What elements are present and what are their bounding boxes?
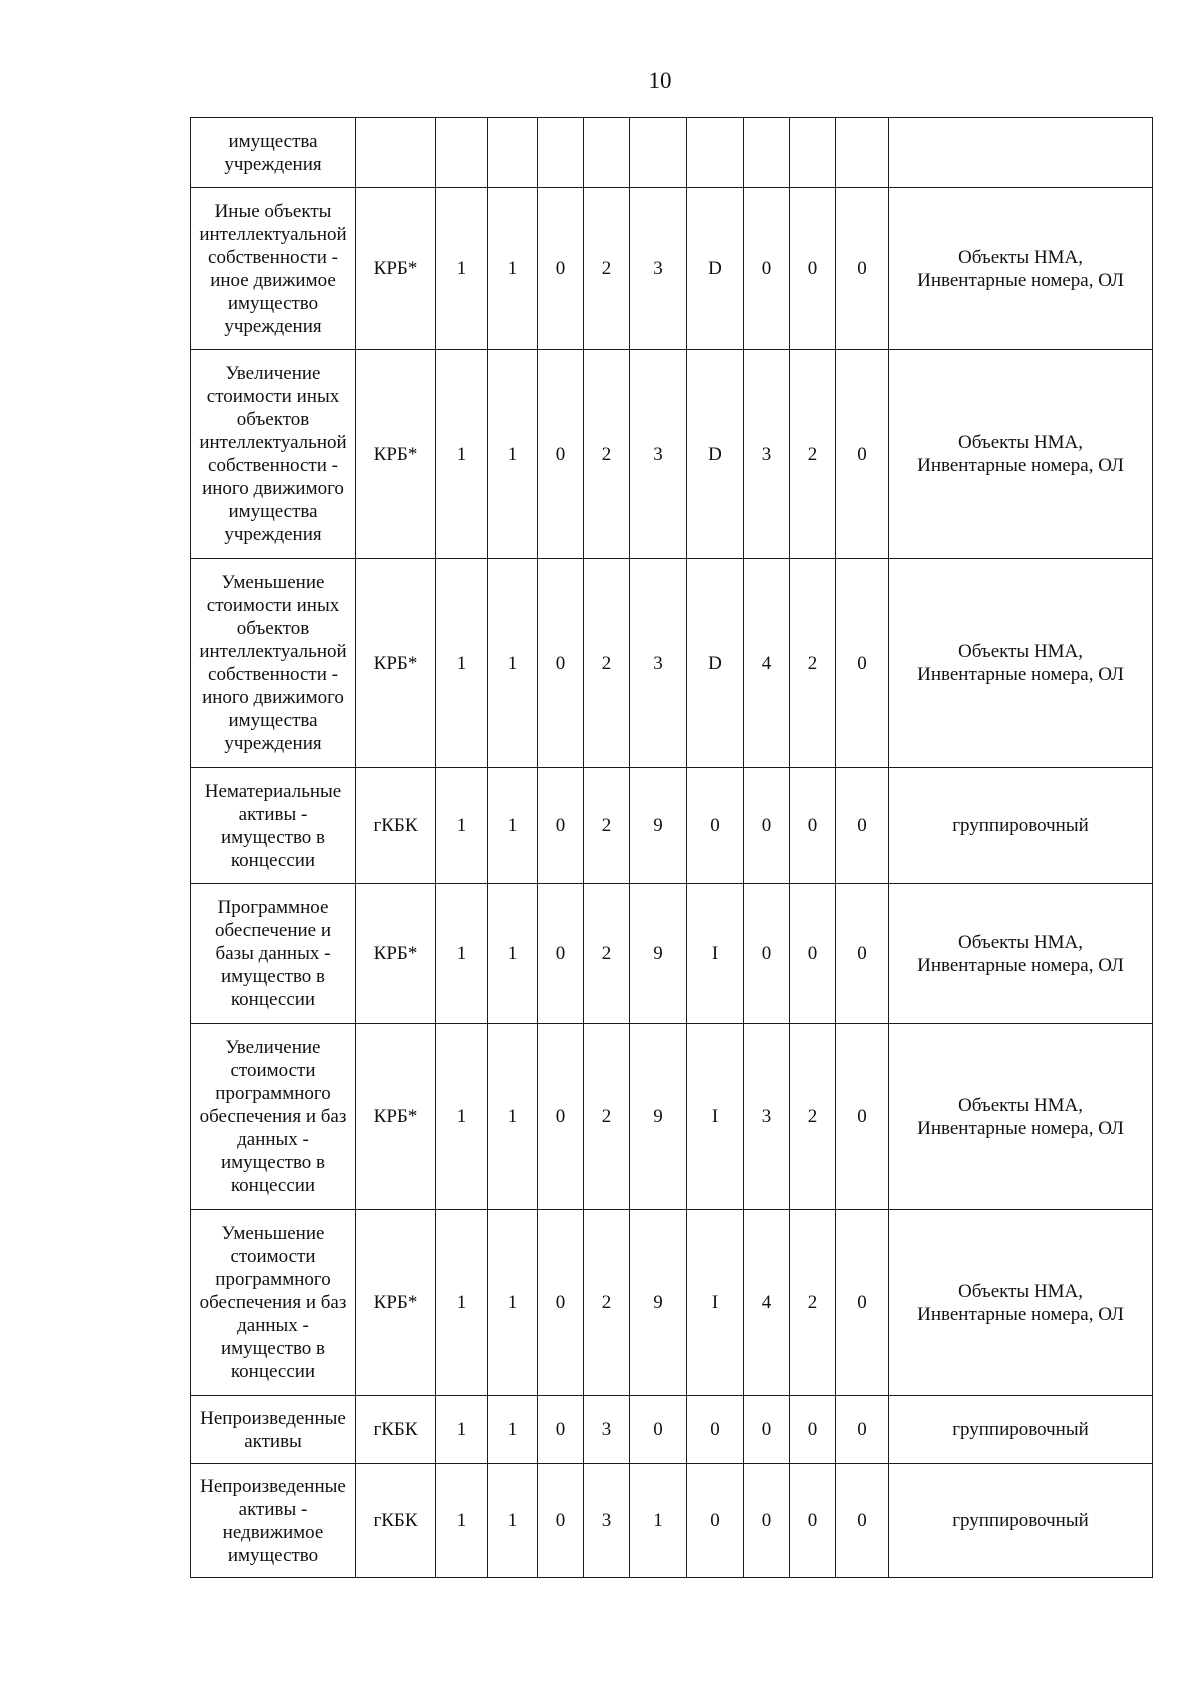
row-name-line: интеллектуальной bbox=[199, 223, 347, 245]
row-code-cell: 4 bbox=[744, 559, 790, 768]
row-code-cell: 2 bbox=[584, 1024, 630, 1210]
row-code-cell: 9 bbox=[630, 768, 687, 884]
row-code-cell: 2 bbox=[790, 1210, 836, 1396]
row-code-cell: 0 bbox=[836, 1396, 889, 1464]
row-code-cell: 0 bbox=[538, 1024, 584, 1210]
row-name-line: имущества bbox=[228, 501, 318, 522]
row-code-cell: 3 bbox=[584, 1396, 630, 1464]
row-code-cell: 0 bbox=[630, 1396, 687, 1464]
row-code-cell: 0 bbox=[744, 188, 790, 350]
row-name-cell bbox=[191, 559, 356, 768]
row-type-cell: КРБ* bbox=[356, 1024, 436, 1210]
row-code-cell: 3 bbox=[630, 559, 687, 768]
row-type-cell: КРБ* bbox=[356, 884, 436, 1024]
row-note-cell bbox=[889, 1396, 1153, 1464]
row-code-cell: I bbox=[687, 884, 744, 1024]
row-code-cell: 9 bbox=[630, 1024, 687, 1210]
row-code-cell: 0 bbox=[790, 1464, 836, 1578]
row-name-line: данных - bbox=[237, 1129, 309, 1150]
row-code-cell bbox=[836, 118, 889, 188]
row-name-cell bbox=[191, 118, 356, 188]
row-code-cell: I bbox=[687, 1024, 744, 1210]
row-code-cell: 0 bbox=[687, 1464, 744, 1578]
row-type-cell: КРБ* bbox=[356, 1210, 436, 1396]
row-code-cell: 0 bbox=[687, 768, 744, 884]
row-name-line: интеллектуальной bbox=[199, 641, 347, 662]
row-code-cell: 0 bbox=[538, 188, 584, 350]
row-code-cell: 2 bbox=[584, 559, 630, 768]
table-row bbox=[191, 350, 1153, 559]
row-code-cell: 0 bbox=[538, 1396, 584, 1464]
row-name-cell bbox=[191, 1464, 356, 1578]
row-name-line: интеллектуальной bbox=[199, 432, 347, 453]
row-note-line: Инвентарные номера, ОЛ bbox=[917, 1303, 1124, 1325]
row-note-line: Объекты НМА, bbox=[957, 246, 1084, 268]
row-code-cell: 1 bbox=[488, 559, 538, 768]
row-code-cell: 0 bbox=[538, 768, 584, 884]
row-code-cell: I bbox=[687, 1210, 744, 1396]
table-row bbox=[191, 1464, 1153, 1578]
row-name-line: данных - bbox=[237, 1315, 309, 1336]
row-code-cell: 1 bbox=[436, 768, 488, 884]
row-name-cell bbox=[191, 884, 356, 1024]
row-code-cell: 1 bbox=[488, 350, 538, 559]
row-name-cell bbox=[191, 188, 356, 350]
row-code-cell: 1 bbox=[488, 884, 538, 1024]
row-name-line: учреждения bbox=[224, 524, 322, 545]
row-name-line: Уменьшение bbox=[221, 572, 325, 593]
row-code-cell: 1 bbox=[488, 1210, 538, 1396]
row-code-cell: 1 bbox=[488, 1464, 538, 1578]
row-note-cell bbox=[889, 884, 1153, 1024]
row-code-cell: 0 bbox=[790, 188, 836, 350]
row-name-line: программного bbox=[215, 1269, 331, 1290]
row-code-cell: 3 bbox=[744, 350, 790, 559]
row-code-cell bbox=[584, 118, 630, 188]
row-name-cell bbox=[191, 1396, 356, 1464]
table-row bbox=[191, 188, 1153, 350]
row-name-line: обеспечения и баз bbox=[199, 1292, 347, 1313]
row-code-cell: 2 bbox=[584, 350, 630, 559]
row-code-cell: D bbox=[687, 559, 744, 768]
row-name-line: имущество bbox=[227, 1544, 319, 1566]
row-name-line: собственности - bbox=[208, 455, 338, 476]
row-name-line: собственности - bbox=[208, 246, 338, 268]
row-code-cell: 0 bbox=[538, 1210, 584, 1396]
row-code-cell: 0 bbox=[744, 1464, 790, 1578]
row-name-cell bbox=[191, 1024, 356, 1210]
row-name-line: Иные объекты bbox=[214, 200, 332, 222]
row-name-line: активы - bbox=[238, 803, 308, 825]
row-code-cell: 0 bbox=[744, 884, 790, 1024]
row-name-line: программного bbox=[215, 1083, 331, 1104]
row-type-cell: гКБК bbox=[356, 1396, 436, 1464]
row-note-line: Инвентарные номера, ОЛ bbox=[917, 954, 1124, 976]
table-row bbox=[191, 118, 1153, 188]
row-code-cell: 9 bbox=[630, 884, 687, 1024]
row-note-cell bbox=[889, 1024, 1153, 1210]
row-name-line: имущество в bbox=[220, 826, 326, 848]
row-name-line: учреждения bbox=[224, 733, 322, 754]
row-type-cell: КРБ* bbox=[356, 188, 436, 350]
row-name-line: иного движимого bbox=[202, 687, 344, 708]
row-name-line: обеспечения и баз bbox=[199, 1106, 347, 1127]
row-name-cell bbox=[191, 768, 356, 884]
row-code-cell: 1 bbox=[488, 1024, 538, 1210]
row-name-line: собственности - bbox=[208, 664, 338, 685]
row-name-line: имущество bbox=[227, 292, 319, 314]
row-name-line: учреждения bbox=[224, 153, 322, 175]
row-code-cell: 1 bbox=[630, 1464, 687, 1578]
row-note-line: Объекты НМА, bbox=[957, 1094, 1084, 1116]
row-code-cell: 0 bbox=[744, 768, 790, 884]
row-code-cell: 0 bbox=[836, 559, 889, 768]
table-row bbox=[191, 884, 1153, 1024]
row-note-cell bbox=[889, 188, 1153, 350]
row-code-cell: 2 bbox=[584, 768, 630, 884]
row-code-cell: 1 bbox=[488, 1396, 538, 1464]
row-code-cell bbox=[687, 118, 744, 188]
row-code-cell: 2 bbox=[584, 1210, 630, 1396]
row-type-cell bbox=[356, 118, 436, 188]
row-code-cell: 0 bbox=[538, 559, 584, 768]
row-code-cell: 1 bbox=[436, 559, 488, 768]
row-name-line: иное движимое bbox=[210, 269, 336, 291]
row-name-line: имущество в bbox=[220, 966, 326, 987]
row-note-cell bbox=[889, 559, 1153, 768]
row-code-cell: 2 bbox=[790, 350, 836, 559]
row-code-cell bbox=[436, 118, 488, 188]
row-name-line: базы данных - bbox=[215, 943, 331, 964]
table-body bbox=[191, 118, 1153, 1578]
row-name-line: недвижимое bbox=[222, 1521, 324, 1543]
row-name-line: стоимости иных bbox=[206, 386, 340, 407]
table-row bbox=[191, 1024, 1153, 1210]
table-row bbox=[191, 768, 1153, 884]
row-code-cell: D bbox=[687, 350, 744, 559]
row-code-cell: 1 bbox=[436, 1210, 488, 1396]
row-note-cell bbox=[889, 118, 1153, 188]
row-note-line: группировочный bbox=[952, 1510, 1089, 1531]
row-type-cell: КРБ* bbox=[356, 350, 436, 559]
row-name-line: концессии bbox=[230, 989, 316, 1010]
row-code-cell: 0 bbox=[538, 350, 584, 559]
row-name-line: Нематериальные bbox=[204, 780, 342, 802]
row-code-cell: 3 bbox=[630, 350, 687, 559]
row-code-cell: 0 bbox=[836, 768, 889, 884]
row-name-line: активы - bbox=[238, 1498, 308, 1520]
table-row bbox=[191, 1210, 1153, 1396]
row-name-line: учреждения bbox=[224, 315, 322, 337]
row-note-cell bbox=[889, 1210, 1153, 1396]
row-name-line: стоимости bbox=[230, 1246, 316, 1267]
row-code-cell: 0 bbox=[790, 768, 836, 884]
row-code-cell: 0 bbox=[538, 1464, 584, 1578]
row-code-cell: 1 bbox=[488, 188, 538, 350]
row-code-cell: 0 bbox=[538, 884, 584, 1024]
row-name-line: стоимости иных bbox=[206, 595, 340, 616]
row-code-cell: 1 bbox=[436, 350, 488, 559]
row-note-line: Объекты НМА, bbox=[957, 432, 1084, 453]
row-code-cell: 1 bbox=[436, 188, 488, 350]
row-code-cell bbox=[744, 118, 790, 188]
row-code-cell: 1 bbox=[436, 1464, 488, 1578]
row-code-cell: 0 bbox=[836, 1210, 889, 1396]
row-name-line: объектов bbox=[236, 409, 310, 430]
row-code-cell: 0 bbox=[790, 1396, 836, 1464]
row-name-line: Уменьшение bbox=[221, 1223, 325, 1244]
row-name-line: Увеличение bbox=[225, 363, 321, 384]
row-note-line: Объекты НМА, bbox=[957, 641, 1084, 662]
page-number: 10 bbox=[648, 68, 672, 93]
row-name-cell bbox=[191, 1210, 356, 1396]
row-code-cell: 3 bbox=[630, 188, 687, 350]
row-name-line: концессии bbox=[230, 849, 316, 871]
row-name-line: стоимости bbox=[230, 1060, 316, 1081]
row-name-line: Непроизведенные bbox=[200, 1407, 346, 1429]
row-code-cell bbox=[790, 118, 836, 188]
row-note-line: Инвентарные номера, ОЛ bbox=[917, 269, 1124, 291]
row-note-line: Объекты НМА, bbox=[957, 931, 1084, 953]
row-code-cell: 2 bbox=[790, 1024, 836, 1210]
row-code-cell: 0 bbox=[836, 188, 889, 350]
row-code-cell: 2 bbox=[584, 188, 630, 350]
row-code-cell: 0 bbox=[744, 1396, 790, 1464]
row-code-cell: 3 bbox=[744, 1024, 790, 1210]
row-name-line: имущества bbox=[228, 130, 318, 152]
row-name-line: концессии bbox=[230, 1175, 316, 1196]
row-note-line: Инвентарные номера, ОЛ bbox=[917, 455, 1124, 476]
row-code-cell: 0 bbox=[836, 884, 889, 1024]
row-code-cell: 3 bbox=[584, 1464, 630, 1578]
row-code-cell: 9 bbox=[630, 1210, 687, 1396]
row-code-cell: 2 bbox=[584, 884, 630, 1024]
row-note-line: группировочный bbox=[952, 815, 1089, 836]
row-note-cell bbox=[889, 768, 1153, 884]
row-code-cell bbox=[538, 118, 584, 188]
row-name-line: иного движимого bbox=[202, 478, 344, 499]
row-code-cell: 2 bbox=[790, 559, 836, 768]
row-code-cell: 0 bbox=[687, 1396, 744, 1464]
row-note-cell bbox=[889, 1464, 1153, 1578]
row-name-cell bbox=[191, 350, 356, 559]
row-name-line: имущество в bbox=[220, 1338, 326, 1359]
row-name-line: концессии bbox=[230, 1361, 316, 1382]
row-code-cell: 0 bbox=[836, 350, 889, 559]
row-code-cell: 0 bbox=[836, 1464, 889, 1578]
row-name-line: имущество в bbox=[220, 1152, 326, 1173]
row-name-line: имущества bbox=[228, 710, 318, 731]
row-code-cell: D bbox=[687, 188, 744, 350]
row-code-cell bbox=[630, 118, 687, 188]
row-note-line: Инвентарные номера, ОЛ bbox=[917, 1117, 1124, 1139]
row-note-line: Объекты НМА, bbox=[957, 1280, 1084, 1302]
row-code-cell: 0 bbox=[836, 1024, 889, 1210]
table-row bbox=[191, 559, 1153, 768]
table-row bbox=[191, 1396, 1153, 1464]
row-note-line: Инвентарные номера, ОЛ bbox=[917, 664, 1124, 685]
row-code-cell: 1 bbox=[436, 1396, 488, 1464]
row-note-line: группировочный bbox=[952, 1419, 1089, 1440]
row-code-cell: 1 bbox=[436, 1024, 488, 1210]
row-code-cell: 1 bbox=[488, 768, 538, 884]
account-codes-table bbox=[190, 117, 1153, 1578]
row-name-line: Непроизведенные bbox=[200, 1475, 346, 1497]
row-code-cell: 1 bbox=[436, 884, 488, 1024]
row-name-line: объектов bbox=[236, 618, 310, 639]
row-note-cell bbox=[889, 350, 1153, 559]
row-type-cell: гКБК bbox=[356, 768, 436, 884]
row-code-cell: 4 bbox=[744, 1210, 790, 1396]
row-name-line: обеспечение и bbox=[214, 920, 332, 941]
row-name-line: Увеличение bbox=[225, 1037, 321, 1058]
row-type-cell: гКБК bbox=[356, 1464, 436, 1578]
row-name-line: Программное bbox=[217, 897, 329, 918]
row-name-line: активы bbox=[244, 1430, 302, 1452]
row-code-cell: 0 bbox=[790, 884, 836, 1024]
row-code-cell bbox=[488, 118, 538, 188]
row-type-cell: КРБ* bbox=[356, 559, 436, 768]
